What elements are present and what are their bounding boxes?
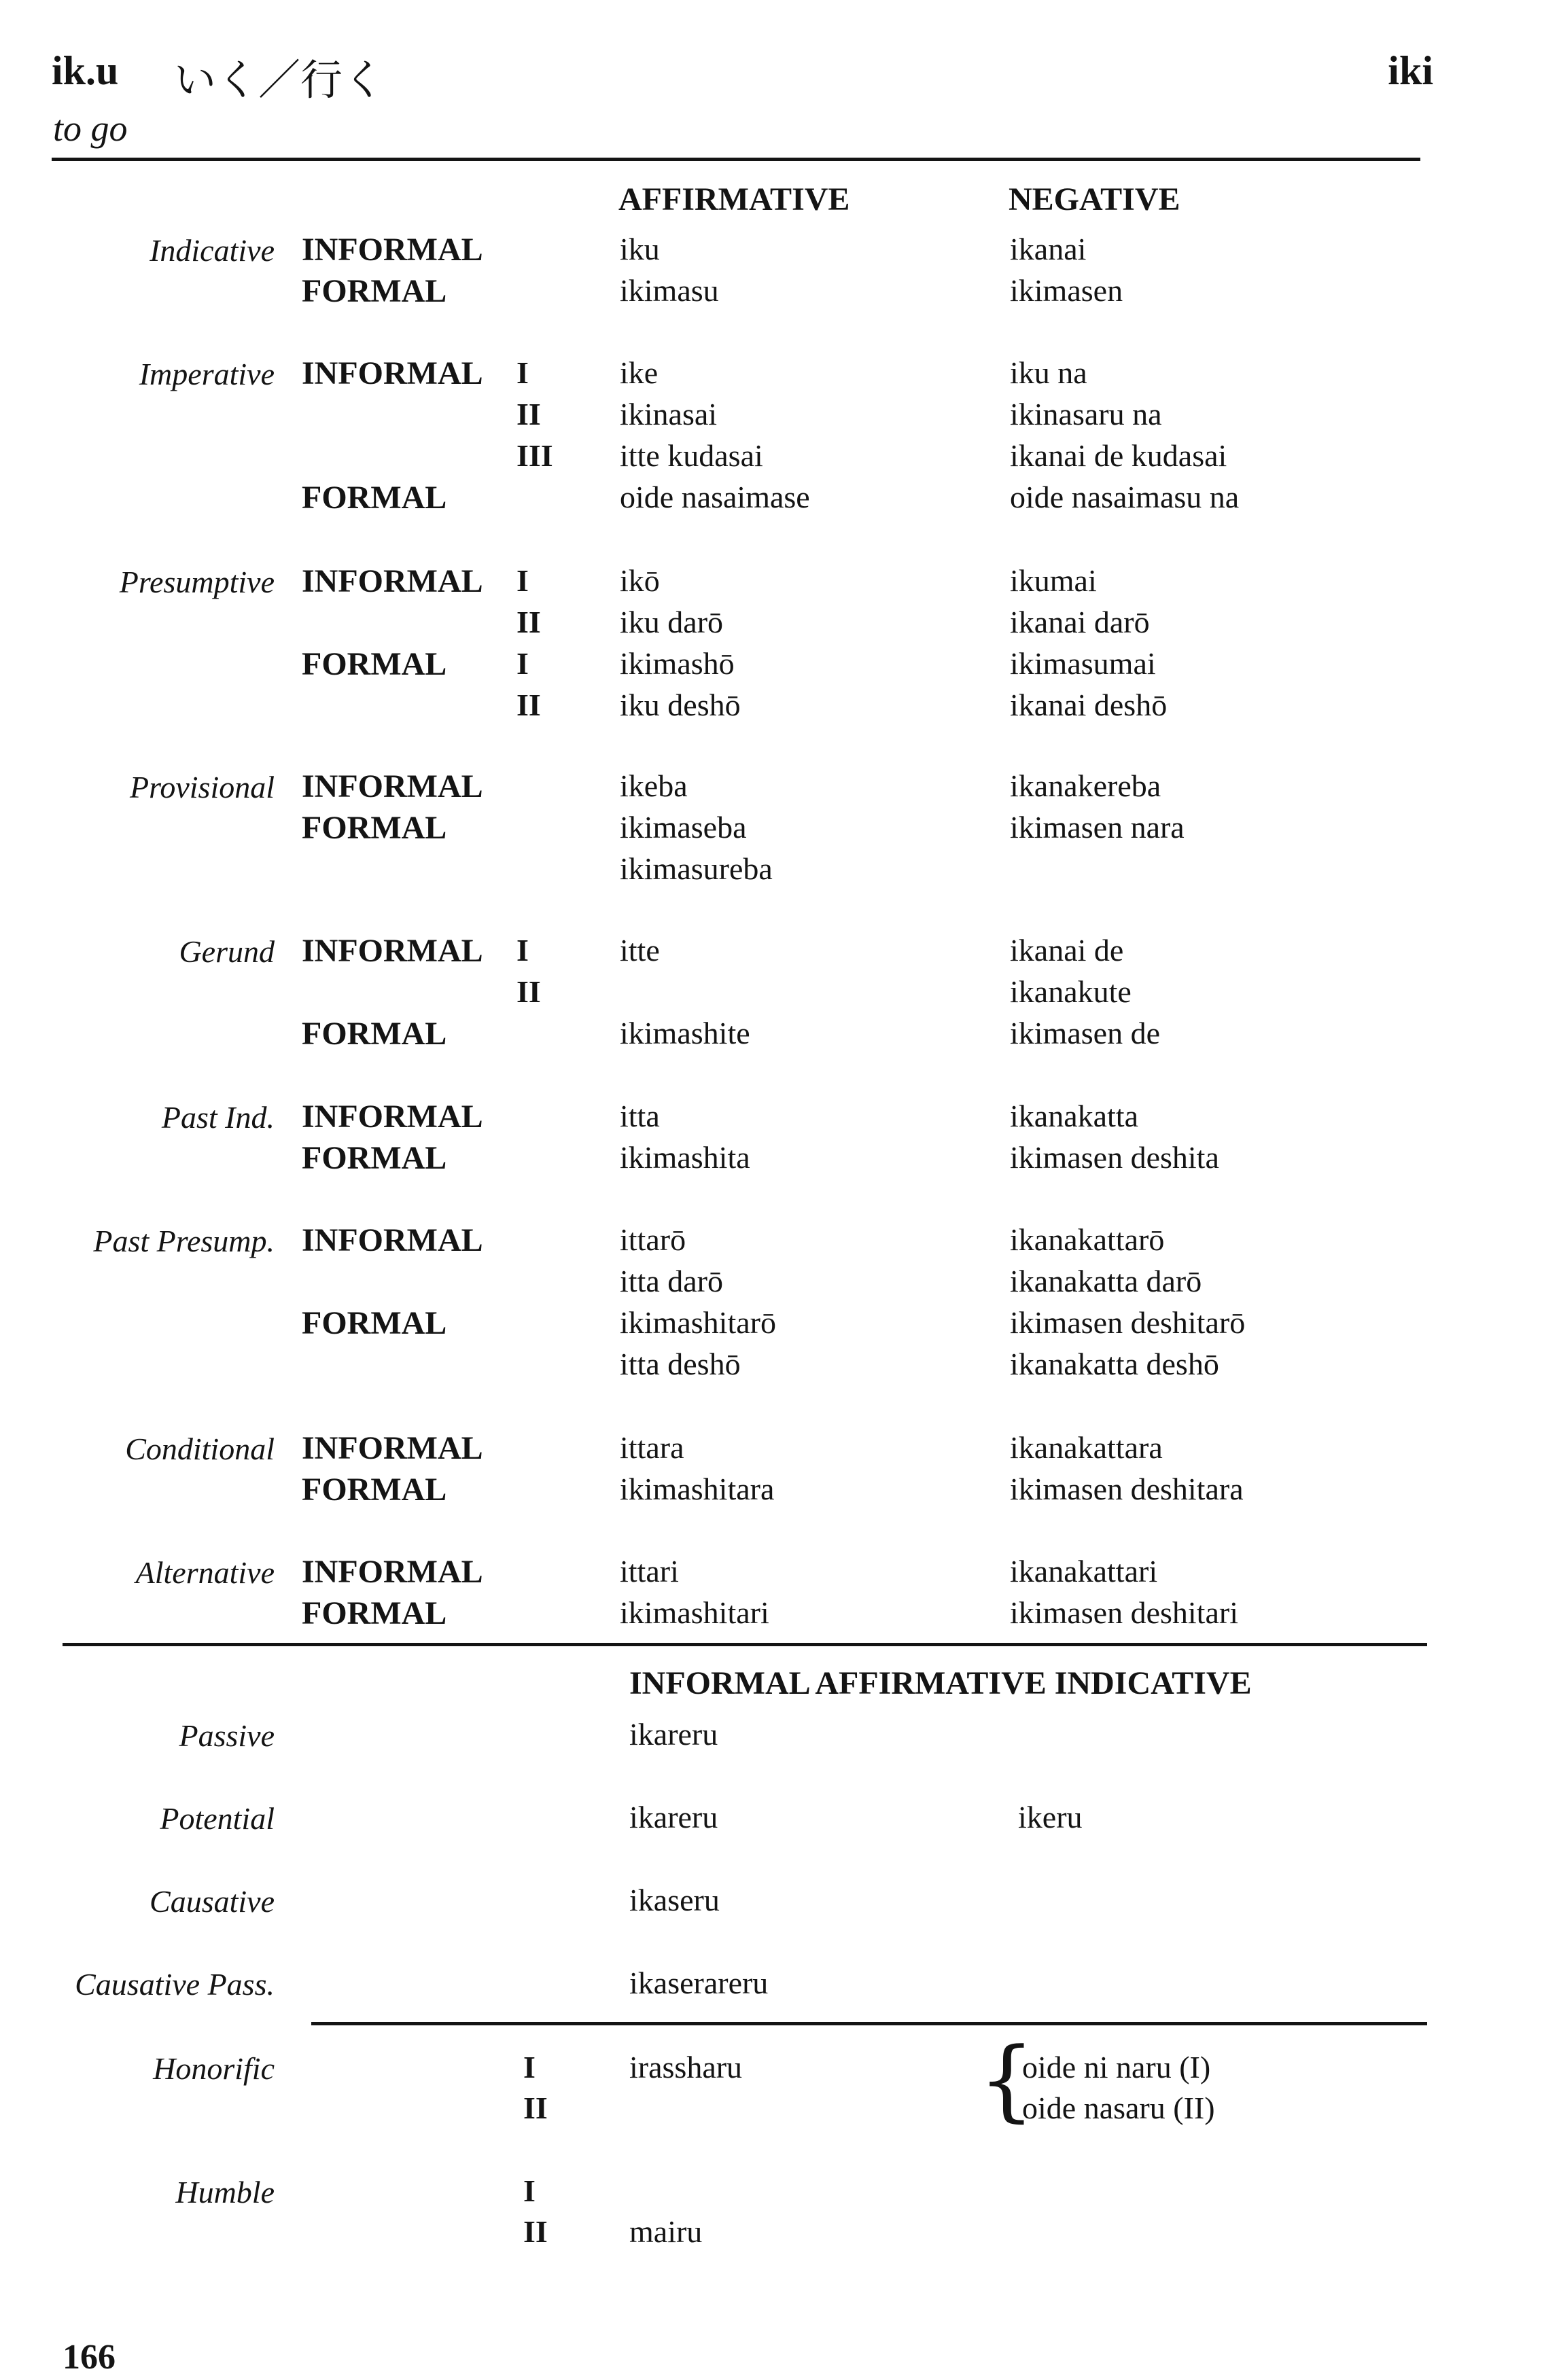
affirmative-form: itta deshō <box>620 1347 741 1381</box>
potential-label: Potential <box>160 1801 275 1836</box>
register-label: FORMAL <box>302 646 447 682</box>
negative-form: ikanai de <box>1010 933 1124 967</box>
register-label: FORMAL <box>302 810 447 846</box>
negative-form: ikanakattara <box>1010 1430 1163 1465</box>
humble-form-2: mairu <box>629 2214 703 2249</box>
negative-form: ikimasumai <box>1010 646 1156 681</box>
honorific-rule <box>311 2022 1427 2025</box>
negative-form: ikimasen nara <box>1010 810 1185 845</box>
negative-form: ikimasen deshitari <box>1010 1595 1238 1630</box>
speech-level: II <box>516 974 541 1009</box>
affirmative-form: ittara <box>620 1430 684 1465</box>
register-label: INFORMAL <box>302 1099 483 1135</box>
category-label: Conditional <box>125 1432 275 1466</box>
speech-level: I <box>516 933 529 967</box>
register-label: INFORMAL <box>302 1222 483 1258</box>
negative-form: ikanai deshō <box>1010 688 1168 722</box>
register-label: INFORMAL <box>302 232 483 268</box>
affirmative-form: iku deshō <box>620 688 741 722</box>
speech-level: I <box>516 355 529 390</box>
humble-level-2: II <box>523 2214 548 2249</box>
register-label: FORMAL <box>302 1595 447 1631</box>
negative-form: ikumai <box>1010 563 1097 598</box>
affirmative-form: ikimashitarō <box>620 1305 776 1340</box>
negative-form: ikanai <box>1010 232 1087 266</box>
affirmative-form: ikeba <box>620 768 688 803</box>
register-label: INFORMAL <box>302 1554 483 1590</box>
category-label: Alternative <box>135 1555 275 1590</box>
negative-form: ikanakattarō <box>1010 1222 1165 1257</box>
register-label: INFORMAL <box>302 563 483 599</box>
speech-level: II <box>516 397 541 431</box>
negative-form: ikimasen deshita <box>1010 1140 1219 1175</box>
register-label: INFORMAL <box>302 1430 483 1466</box>
register-label: FORMAL <box>302 273 447 309</box>
affirmative-form: ikinasai <box>620 397 718 431</box>
humble-label: Humble <box>175 2175 275 2209</box>
register-label: FORMAL <box>302 1305 447 1341</box>
honorific-alt-2: oide nasaru (II) <box>1022 2091 1215 2125</box>
negative-form: ikimasen deshitarō <box>1010 1305 1246 1340</box>
negative-form: ikimasen deshitara <box>1010 1472 1244 1506</box>
negative-form: iku na <box>1010 355 1087 390</box>
register-label: INFORMAL <box>302 355 483 391</box>
negative-form: ikanakatta deshō <box>1010 1347 1219 1381</box>
affirmative-form: oide nasaimase <box>620 480 810 514</box>
category-label: Presumptive <box>119 565 275 599</box>
affirmative-form: iku darō <box>620 605 724 639</box>
category-label: Imperative <box>139 357 275 391</box>
negative-form: ikimasen <box>1010 273 1123 308</box>
affirmative-form: ikimashita <box>620 1140 750 1175</box>
category-label: Past Ind. <box>161 1100 275 1135</box>
honorific-level-2: II <box>523 2091 548 2125</box>
affirmative-form: itta darō <box>620 1264 723 1298</box>
honorific-alt-1: oide ni naru (I) <box>1022 2050 1211 2084</box>
page-number: 166 <box>63 2338 116 2377</box>
negative-form: ikanakereba <box>1010 768 1161 803</box>
register-label: FORMAL <box>302 1016 447 1052</box>
affirmative-form: ikimasureba <box>620 851 773 886</box>
causative-form: ikaseru <box>629 1883 720 1917</box>
affirmative-form: ike <box>620 355 659 390</box>
potential-form: ikareru <box>629 1800 718 1834</box>
speech-level: II <box>516 688 541 722</box>
negative-form: ikanakattari <box>1010 1554 1158 1588</box>
causative-passive-form: ikaserareru <box>629 1966 769 2000</box>
passive-form: ikareru <box>629 1717 718 1752</box>
section-rule <box>63 1643 1427 1646</box>
affirmative-form: ikimashō <box>620 646 735 681</box>
negative-form: ikinasaru na <box>1010 397 1162 431</box>
honorific-level-1: I <box>523 2050 536 2084</box>
affirmative-form: ikō <box>620 563 660 598</box>
negative-form: ikanakute <box>1010 974 1132 1009</box>
headword-romaji: ik.u <box>52 48 119 93</box>
affirmative-form: ikimashite <box>620 1016 750 1050</box>
col-negative-heading: NEGATIVE <box>1009 181 1180 217</box>
passive-label: Passive <box>179 1718 275 1753</box>
category-label: Provisional <box>130 770 275 804</box>
causative-passive-label: Causative Pass. <box>75 1967 275 2002</box>
affirmative-form: itte <box>620 933 660 967</box>
category-label: Past Presump. <box>93 1224 275 1258</box>
register-label: FORMAL <box>302 1472 447 1508</box>
honorific-label: Honorific <box>153 2051 275 2086</box>
negative-form: oide nasaimasu na <box>1010 480 1240 514</box>
category-label: Gerund <box>179 934 275 969</box>
honorific-brace: { <box>979 2028 1035 2131</box>
derived-heading: INFORMAL AFFIRMATIVE INDICATIVE <box>629 1665 1252 1701</box>
speech-level: I <box>516 646 529 681</box>
register-label: FORMAL <box>302 480 447 516</box>
negative-form: ikanai de kudasai <box>1010 438 1227 473</box>
affirmative-form: ikimashitari <box>620 1595 769 1630</box>
header-rule <box>52 158 1420 161</box>
speech-level: I <box>516 563 529 598</box>
affirmative-form: ikimashitara <box>620 1472 775 1506</box>
register-label: INFORMAL <box>302 768 483 804</box>
negative-form: ikanai darō <box>1010 605 1150 639</box>
honorific-form-1: irassharu <box>629 2050 743 2084</box>
affirmative-form: ittarō <box>620 1222 686 1257</box>
category-label: Indicative <box>150 233 275 268</box>
negative-form: ikimasen de <box>1010 1016 1160 1050</box>
affirmative-form: ikimasu <box>620 273 719 308</box>
speech-level: III <box>516 438 553 473</box>
potential-alt-form: ikeru <box>1018 1800 1083 1834</box>
causative-label: Causative <box>150 1884 275 1919</box>
affirmative-form: ittari <box>620 1554 679 1588</box>
register-label: INFORMAL <box>302 933 483 969</box>
affirmative-form: itta <box>620 1099 660 1133</box>
affirmative-form: iku <box>620 232 660 266</box>
negative-form: ikanakatta darō <box>1010 1264 1202 1298</box>
affirmative-form: ikimaseba <box>620 810 747 845</box>
affirmative-form: itte kudasai <box>620 438 763 473</box>
headword-kana: いく／行く <box>174 55 385 105</box>
register-label: FORMAL <box>302 1140 447 1176</box>
humble-level-1: I <box>523 2173 536 2208</box>
headword-gloss: to go <box>53 108 128 149</box>
col-affirmative-heading: AFFIRMATIVE <box>618 181 850 217</box>
negative-form: ikanakatta <box>1010 1099 1139 1133</box>
speech-level: II <box>516 605 541 639</box>
verb-stem: iki <box>1388 48 1433 93</box>
